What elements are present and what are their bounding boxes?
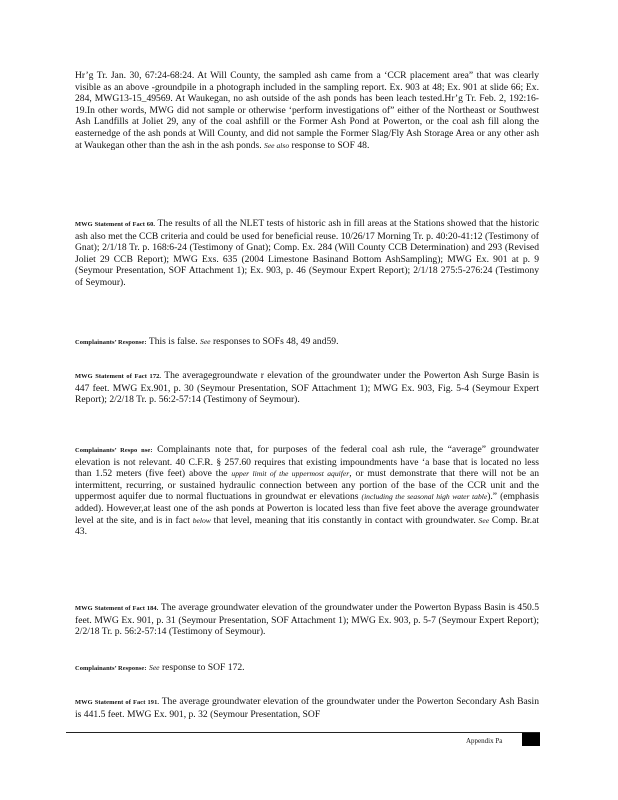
body-text: The average groundwater elevation of the groundwater under the Powerton Bypass Basin is 450.5 feet. MWG Ex. 901, p. 31 (Seymour Presentation, SOF Attachment 1); MWG Ex. 903, p. 5-7 (Seymour Expert Report); 2/2/18 Tr. p. 56:2-57:14 (Testimony of Seymour). (75, 602, 539, 638)
body-text: The averagegroundwate r elevation of the groundwater under the Powerton Ash Surge Basin is 447 feet. MWG Ex.901, p. 30 (Seymour Presentation, SOF Attachment 1); MWG Ex. 903, Fig. 5-4 (Seymour Expert Report); 2/2/18 Tr. p. 56:2-57:14 (Testimony of Seymour). (75, 370, 539, 406)
body-text: , or must demonstrate that there will not be an intermittent, recurring, or sustained hydraulic connection between any portion of the base of the CCR unit and the uppermost aquifer due to normal fluctuations in groundwat er elevations (75, 468, 539, 503)
body-text: response to SOF 172. (159, 662, 245, 673)
response-label: Complainants’ Response: (75, 339, 147, 346)
sof-191-paragraph (75, 696, 539, 720)
response-172-paragraph (75, 444, 539, 538)
footer-divider (66, 732, 540, 733)
body-text: responses to SOFs 48, 49 and59. (210, 336, 339, 347)
italic-signal: See (200, 337, 211, 346)
italic-signal: See also (264, 140, 290, 150)
body-text: ).” (emphasis added). However,at least one of the ash ponds at Powerton is located less than five feet above the average groundwater level at the site, and is in fact (75, 491, 539, 526)
italic-emphasis: (including the seasonal high water table (361, 492, 488, 502)
italic-signal: See (149, 663, 160, 672)
sof-60-paragraph (75, 218, 539, 289)
sof-60-label: MWG Statement of Fact 60. (75, 221, 156, 228)
paragraph-continuation (75, 70, 539, 151)
sof-172-paragraph (75, 370, 539, 406)
response-label: Complainants’ Response: (75, 665, 147, 672)
body-text: The average groundwater elevation of the groundwater under the Powerton Secondary Ash Basin is 441.5 feet. MWG Ex. 901, p. 32 (Seymour Presentation, SOF (75, 696, 539, 720)
redaction-block (522, 733, 540, 746)
body-text: Hr’g Tr. Jan. 30, 67:24-68:24. At Will County, the sampled ash came from a ‘CCR placement area” that was clearly visible as an above -groundpile in a photograph included in the sampling report. Ex. 903 at 48; Ex. 901 at slide 66; Ex. 284, MWG13-15_49569. At Waukegan, no ash outside of the ash ponds has been leach tested.Hr’g Tr. Feb. 2, 192:16-19.In other words, MWG did not sample or otherwise ‘perform investigations of” either of the Northeast or Southwest Ash Landfills at Joliet 29, any of the coal ashfill or the Former Ash Pond at Powerton, or the coal ash fill along the easternedge of the ash ponds at Will County, and did not sample the Former Slag/Fly Ash Storage Area or any other ash at Waukegan other than the ash in the ash ponds. (75, 70, 539, 151)
italic-emphasis: upper limit of the uppermost aquifer (231, 469, 350, 479)
sof-191-label: MWG Statement of Fact 191. (75, 699, 160, 706)
body-text: The results of all the NLET tests of historic ash in fill areas at the Stations showed that the historic ash also met the CCB criteria and could be used for beneficial reuse. 10/26/17 Morning Tr. p. 40:20-41:12 (Testimony of Gnat); 2/1/18 Tr. p. 168:6-24 (Testimony of Gnat); Comp. Ex. 284 (Will County CCB Determination) and 293 (Revised Joliet 29 CCB Report); MWG Exs. 635 (2004 Limestone Basinand Bottom AshSampling); MWG Ex. 901 at p. 9 (Seymour Presentation, SOF Attachment 1); Ex. 903, p. 46 (Seymour Expert Report); 2/1/18 275:5-276:24 (Testimony of Seymour). (75, 218, 540, 288)
response-label: Complainants’ Respo nse: (75, 447, 153, 454)
italic-signal: See (478, 515, 490, 525)
body-text: response to SOF 48. (289, 139, 370, 151)
sof-172-label: MWG Statement of Fact 172. (75, 373, 162, 380)
sof-184-label: MWG Statement of Fact 184. (75, 605, 159, 612)
italic-emphasis: below (192, 515, 211, 525)
body-text: Comp. Br.at 43. (75, 514, 539, 538)
sof-184-paragraph (75, 602, 539, 638)
footer-page-label: Appendix Pa (466, 737, 503, 745)
body-text: This is false. (148, 336, 201, 347)
body-text: that level, meaning that itis constantly in contact with groundwater. (210, 514, 479, 526)
response-184-paragraph (75, 662, 539, 675)
body-text: Complainants note that, for purposes of the federal coal ash rule, the “average” groundwater elevation is not relevant. 40 C.F.R. § 257.60 requires that existing impoundments have ‘a base that is located no less than 1.52 meters (five feet) above the (75, 444, 539, 480)
response-60-paragraph (75, 336, 539, 349)
